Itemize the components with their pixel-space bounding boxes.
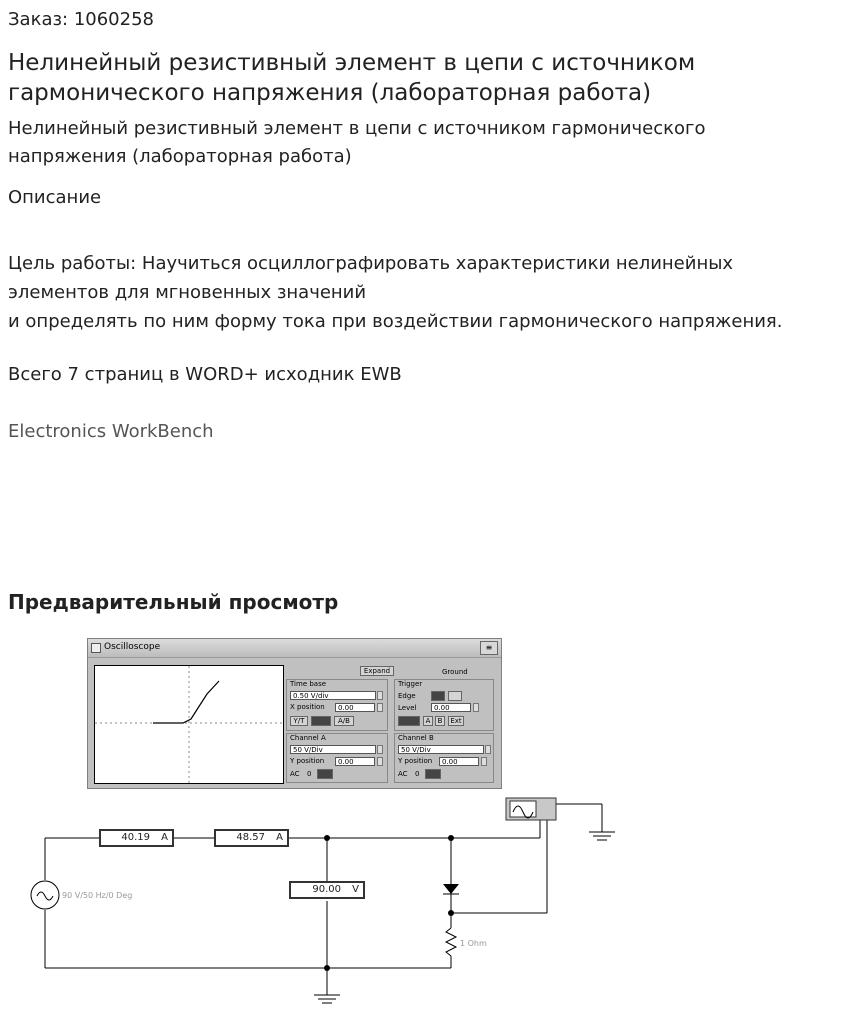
ammeter-2-value: 48.57 bbox=[236, 832, 265, 843]
channel-a-group bbox=[286, 733, 388, 783]
spinner-icon bbox=[377, 691, 383, 700]
trigger-b-button: B bbox=[435, 716, 445, 726]
spinner-icon bbox=[473, 703, 479, 712]
ammeter-1 bbox=[99, 829, 174, 847]
oscilloscope-trace bbox=[95, 666, 283, 783]
spinner-icon bbox=[485, 745, 491, 754]
page-title-line: Нелинейный резистивный элемент в цепи с источником bbox=[8, 50, 696, 76]
subtitle bbox=[8, 115, 705, 171]
time-base-label: Time base bbox=[290, 680, 327, 688]
y-position-b-label: Y position bbox=[398, 757, 433, 765]
ground-label: Ground bbox=[442, 668, 468, 676]
coupling-zero-label: 0 bbox=[415, 770, 420, 778]
page-title bbox=[8, 48, 695, 108]
spinner-icon bbox=[377, 757, 383, 766]
level-field: 0.00 bbox=[431, 703, 471, 712]
diode-icon bbox=[443, 884, 459, 894]
ammeter-2-unit: A bbox=[276, 832, 283, 843]
rising-edge-icon bbox=[431, 691, 445, 701]
subtitle-line: Нелинейный резистивный элемент в цепи с источником гармонического bbox=[8, 118, 706, 139]
oscilloscope-titlebar bbox=[88, 639, 501, 658]
y-position-a-label: Y position bbox=[290, 757, 325, 765]
spinner-icon bbox=[377, 703, 383, 712]
coupling-zero-label: 0 bbox=[307, 770, 312, 778]
oscilloscope-window bbox=[87, 638, 502, 789]
ammeter-1-value: 40.19 bbox=[121, 832, 150, 843]
x-position-field: 0.00 bbox=[335, 703, 375, 712]
trigger-ext-button: Ext bbox=[448, 716, 464, 726]
channel-b-field: 50 V/Div bbox=[398, 745, 484, 754]
expand-button: Expand bbox=[360, 666, 394, 676]
pages-info: Всего 7 страниц в WORD+ исходник EWB bbox=[8, 364, 402, 385]
subtitle-line: напряжения (лабораторная работа) bbox=[8, 146, 352, 167]
yt-button: Y/T bbox=[290, 716, 308, 726]
window-icon bbox=[91, 643, 101, 653]
edge-label: Edge bbox=[398, 692, 416, 700]
circuit-schematic bbox=[0, 790, 847, 1027]
y-position-a-field: 0.00 bbox=[335, 757, 375, 766]
page-title-line: гармонического напряжения (лабораторная работа) bbox=[8, 80, 652, 106]
coupling-ac-label: AC bbox=[398, 770, 408, 778]
description-heading: Описание bbox=[8, 187, 102, 208]
goal-line: элементов для мгновенных значений bbox=[8, 282, 367, 303]
level-label: Level bbox=[398, 704, 417, 712]
falling-edge-icon bbox=[448, 691, 462, 701]
order-number: Заказ: 1060258 bbox=[8, 9, 154, 30]
channel-b-group bbox=[394, 733, 494, 783]
channel-a-label: Channel A bbox=[290, 734, 326, 742]
trigger-auto-button bbox=[398, 716, 420, 726]
coupling-dc-button bbox=[317, 769, 333, 779]
channel-a-field: 50 V/Div bbox=[290, 745, 376, 754]
trigger-a-button: A bbox=[423, 716, 433, 726]
goal-line: Цель работы: Научиться осциллографировать характеристики нелинейных bbox=[8, 253, 734, 274]
channel-b-label: Channel B bbox=[398, 734, 434, 742]
spinner-icon bbox=[481, 757, 487, 766]
coupling-ac-label: AC bbox=[290, 770, 300, 778]
spinner-icon bbox=[377, 745, 383, 754]
software-name: Electronics WorkBench bbox=[8, 421, 214, 442]
ammeter-2 bbox=[214, 829, 289, 847]
y-position-b-field: 0.00 bbox=[439, 757, 479, 766]
trigger-label: Trigger bbox=[398, 680, 423, 688]
ammeter-1-unit: A bbox=[161, 832, 168, 843]
time-base-field: 0.50 V/div bbox=[290, 691, 376, 700]
oscilloscope-screen bbox=[94, 665, 284, 784]
voltmeter-value: 90.00 bbox=[312, 884, 341, 895]
close-icon: ≡ bbox=[480, 641, 498, 655]
oscilloscope-title: Oscilloscope bbox=[104, 642, 161, 652]
resistor-label: 1 Ohm bbox=[460, 939, 487, 948]
voltmeter bbox=[289, 881, 365, 899]
x-position-label: X position bbox=[290, 703, 325, 711]
mode-button bbox=[311, 716, 331, 726]
coupling-dc-button bbox=[425, 769, 441, 779]
trigger-group bbox=[394, 679, 494, 731]
source-label: 90 V/50 Hz/0 Deg bbox=[62, 891, 133, 900]
goal-line: и определять по ним форму тока при воздействии гармонического напряжения. bbox=[8, 311, 783, 332]
ab-button: A/B bbox=[334, 716, 354, 726]
voltmeter-unit: V bbox=[352, 884, 359, 895]
goal-text bbox=[8, 249, 782, 336]
preview-heading: Предварительный просмотр bbox=[8, 590, 339, 614]
time-base-group bbox=[286, 679, 388, 731]
